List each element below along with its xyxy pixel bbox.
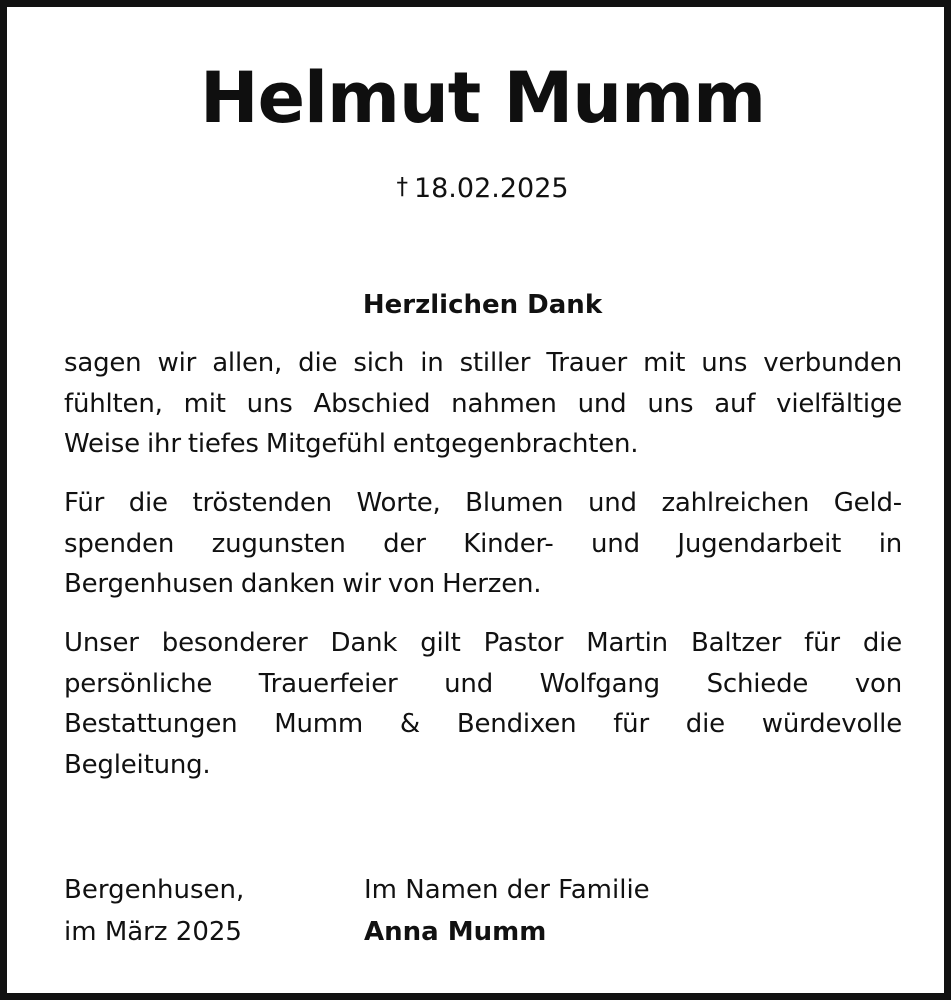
thanks-paragraph-1 [64, 343, 902, 465]
thanks-paragraph-2 [64, 483, 902, 605]
thanks-paragraph-3 [64, 623, 902, 785]
paragraph-line: Bestattungen Mumm & Bendixen für die würdevolle [64, 709, 902, 739]
paragraph-line: sagen wir allen, die sich in stiller Trauer mit uns verbunden [64, 348, 902, 378]
paragraph-line: Unser besonderer Dank gilt Pastor Martin Baltzer für die [64, 628, 902, 658]
cross-icon: † [396, 174, 408, 200]
paragraph-line: persönliche Trauerfeier und Wolfgang Schiede von [64, 668, 902, 699]
on-behalf-line: Im Namen der Familie [364, 875, 650, 905]
paragraph-line: Für die tröstenden Worte, Blumen und zahlreichen Geld- [64, 488, 902, 518]
paragraph-line: Weise ihr tiefes Mitgefühl entgegenbrachten. [64, 429, 639, 459]
deceased-name: Helmut Mumm [199, 57, 766, 139]
signoff [364, 869, 650, 953]
death-date-line [7, 171, 951, 208]
paragraph-line: Bergenhusen danken wir von Herzen. [64, 569, 542, 599]
paragraph-line: fühlten, mit uns Abschied nahmen und uns auf vielfältige [64, 388, 902, 419]
paragraph-line: spenden zugunsten der Kinder- und Jugendarbeit in [64, 528, 902, 559]
death-date: 18.02.2025 [413, 173, 569, 204]
signer-name: Anna Mumm [364, 917, 547, 947]
paragraph-line: Begleitung. [64, 749, 211, 780]
date: im März 2025 [64, 917, 242, 947]
place-and-date [64, 869, 244, 953]
thanks-heading: Herzlichen Dank [362, 290, 603, 320]
place: Bergenhusen, [64, 875, 245, 905]
